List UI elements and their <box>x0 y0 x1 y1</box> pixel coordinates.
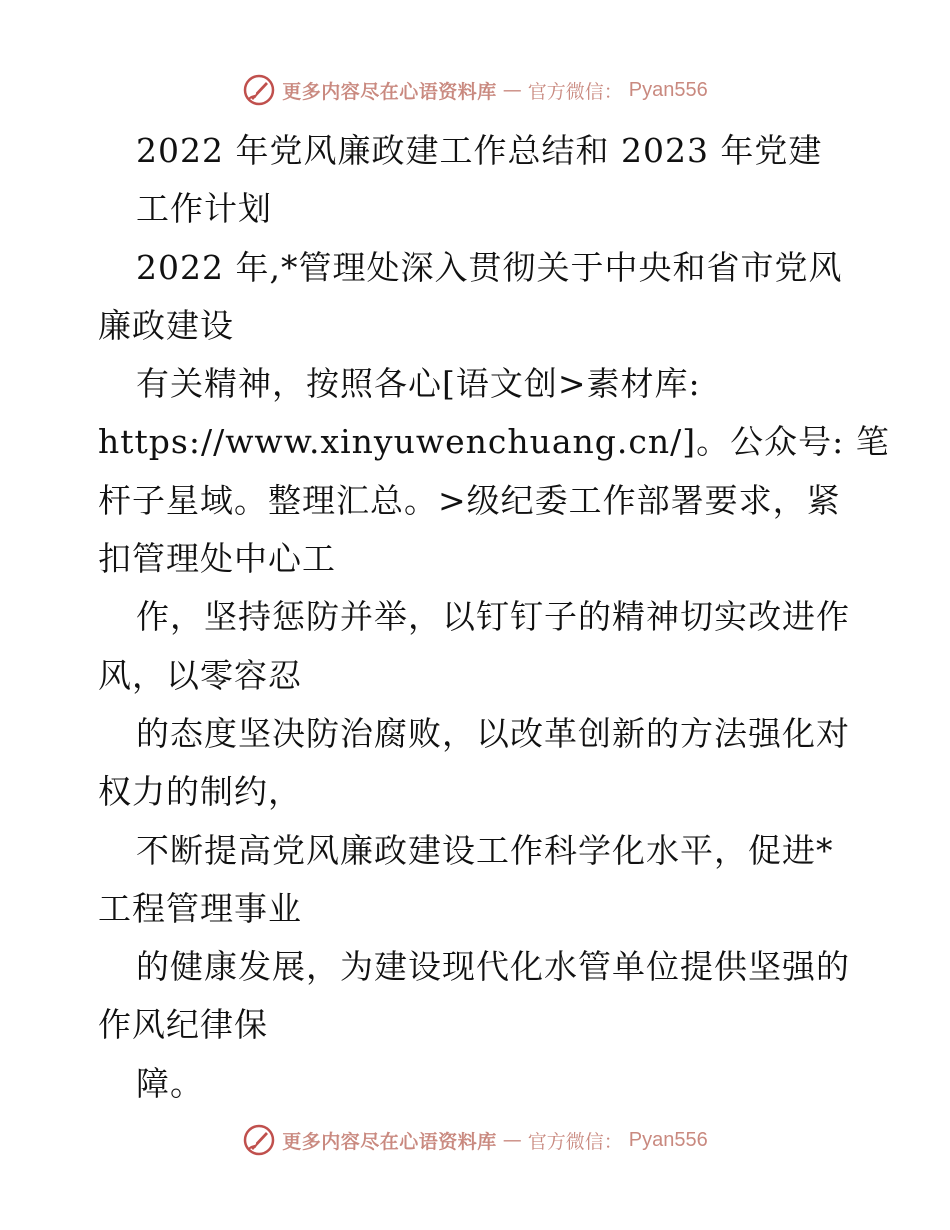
quill-logo-icon <box>242 73 276 107</box>
paragraph-line: 不断提高党风廉政建设工作科学化水平，促进* <box>136 830 834 870</box>
paragraph-line: 障。 <box>136 1063 204 1103</box>
footer-banner <box>0 1120 950 1160</box>
paragraph-line: 作，坚持惩防并举，以钉钉子的精神切实改进作 <box>136 597 850 637</box>
banner-wechat-label: 官方微信： <box>527 1130 623 1153</box>
banner-wechat-label: 官方微信： <box>527 80 623 103</box>
paragraph-line: 廉政建设 <box>98 305 234 345</box>
paragraph-line: 2022 年,*管理处深入贯彻关于中央和省市党风 <box>136 247 843 287</box>
paragraph-line: https://www.xinyuwenchuang.cn/]。公众号: 笔 <box>98 422 890 462</box>
banner-site-text: 更多内容尽在心语资料库 <box>282 1130 497 1153</box>
banner-dash: — <box>502 79 522 101</box>
header-banner <box>0 70 950 110</box>
paragraph-line: 杆子星域。整理汇总。>级纪委工作部署要求，紧 <box>98 480 841 520</box>
paragraph-line: 风，以零容忍 <box>98 655 302 695</box>
paragraph-line: 作风纪律保 <box>98 1005 268 1045</box>
paragraph-line: 扣管理处中心工 <box>98 539 336 579</box>
paragraph-line: 工程管理事业 <box>98 888 302 928</box>
paragraph-line: 权力的制约， <box>98 772 302 812</box>
title-line-1: 2022 年党风廉政建工作总结和 2023 年党建 <box>136 131 823 170</box>
paragraph-line: 有关精神，按照各心[语文创>素材库: <box>136 364 701 404</box>
paragraph-line: 的健康发展，为建设现代化水管单位提供坚强的 <box>136 947 850 987</box>
banner-wechat-id: Pyan556 <box>628 1128 708 1151</box>
document-body <box>98 122 890 1113</box>
banner-site-text: 更多内容尽在心语资料库 <box>282 80 497 103</box>
banner-wechat-id: Pyan556 <box>628 78 708 101</box>
paragraph-line: 的态度坚决防治腐败，以改革创新的方法强化对 <box>136 713 850 753</box>
quill-logo-icon <box>242 1123 276 1157</box>
title-line-2: 工作计划 <box>136 189 272 229</box>
banner-dash: — <box>502 1129 522 1151</box>
